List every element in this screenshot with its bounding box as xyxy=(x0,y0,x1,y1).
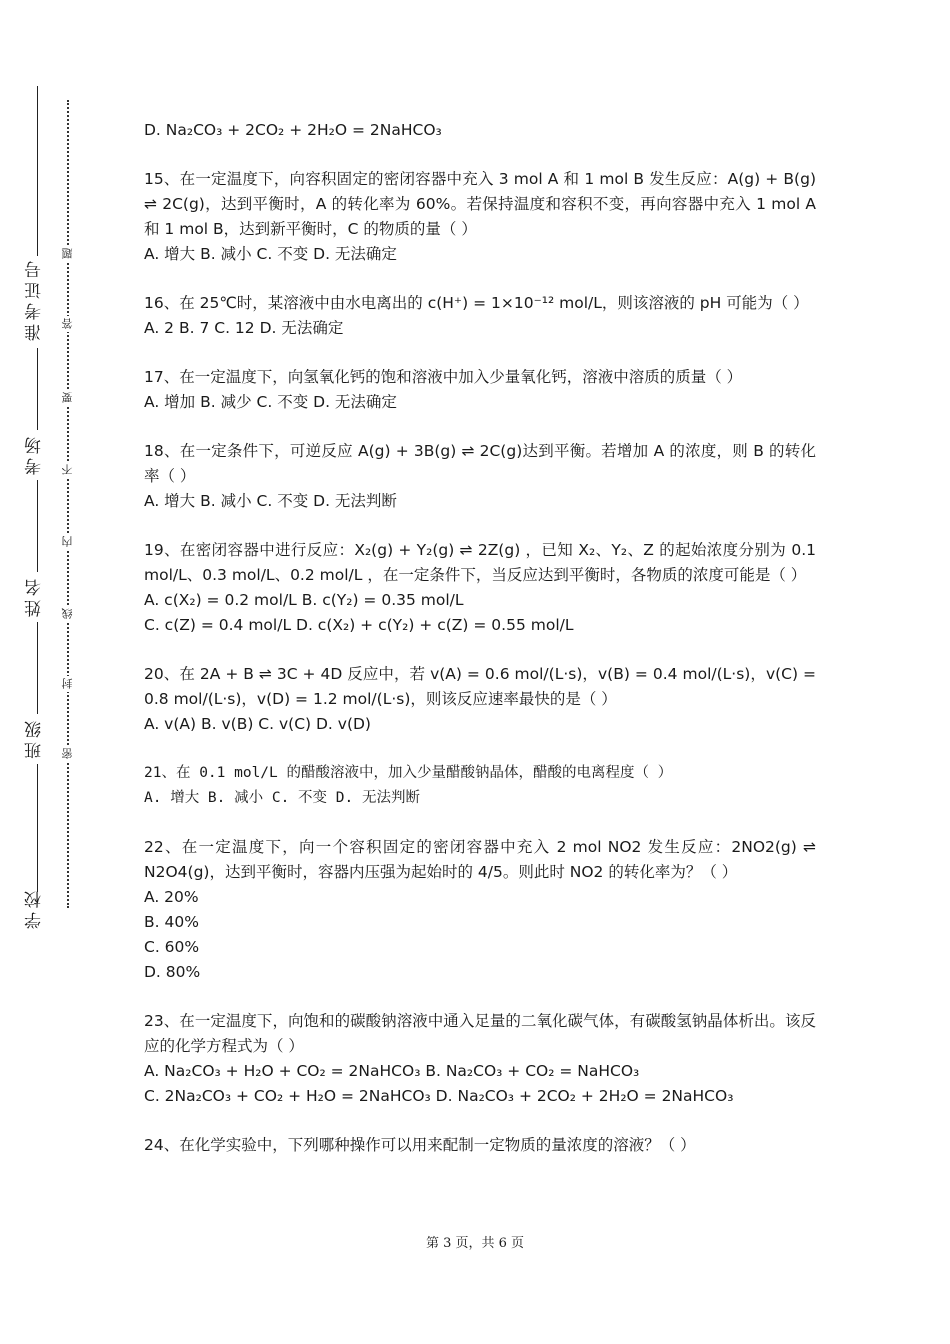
field-line xyxy=(37,86,38,256)
seal-char: 答 xyxy=(60,316,76,332)
question-q19 xyxy=(144,538,816,638)
seal-char: 要 xyxy=(60,390,76,406)
answer-options-line: A. 增加 B. 减少 C. 不变 D. 无法确定 xyxy=(144,393,397,411)
answer-options-line: A. 增大 B. 减小 C. 不变 D. 无法判断 xyxy=(144,790,420,806)
field-label-name: 姓名 xyxy=(25,575,45,617)
answer-options-line: D. Na₂CO₃ + 2CO₂ + 2H₂O = 2NaHCO₃ xyxy=(144,121,442,139)
answer-options-line: A. c(X₂) = 0.2 mol/L B. c(Y₂) = 0.35 mol/L xyxy=(144,591,464,609)
answer-options-line: C. 60% xyxy=(144,938,200,956)
question-stem: 18、在一定条件下，可逆反应 A(g) + 3B(g) ⇌ 2C(g)达到平衡。若增加 A 的浓度，则 B 的转化率（ ） xyxy=(144,442,816,485)
question-stem: 21、在 0.1 mol/L 的醋酸溶液中，加入少量醋酸钠晶体，醋酸的电离程度（ ） xyxy=(144,765,673,781)
question-stem: 17、在一定温度下，向氢氧化钙的饱和溶液中加入少量氧化钙，溶液中溶质的质量（ ） xyxy=(144,368,743,386)
page-footer: 第 3 页，共 6 页 xyxy=(425,1236,525,1251)
question-q16 xyxy=(144,291,816,341)
question-stem: 16、在 25℃时，某溶液中由水电离出的 c(H⁺) = 1×10⁻¹² mol/L，则该溶液的 pH 可能为（ ） xyxy=(144,294,809,312)
question-q17 xyxy=(144,365,816,415)
seal-char: 题 xyxy=(60,246,76,262)
answer-options-line: A. v(A) B. v(B) C. v(C) D. v(D) xyxy=(144,715,371,733)
answer-options-line: D. 80% xyxy=(144,963,201,981)
field-line xyxy=(37,764,38,892)
answer-options-line: C. 2Na₂CO₃ + CO₂ + H₂O = 2NaHCO₃ D. Na₂CO₃ + 2CO₂ + 2H₂O = 2NaHCO₃ xyxy=(144,1087,734,1105)
seal-char: 封 xyxy=(60,676,76,692)
question-q20 xyxy=(144,662,816,737)
field-line xyxy=(37,622,38,714)
field-label-exam-id: 准考证号 xyxy=(25,257,45,341)
field-label-class: 班级 xyxy=(25,717,45,759)
seal-char: 内 xyxy=(60,534,76,550)
question-q14-tail xyxy=(144,118,816,143)
question-q24 xyxy=(144,1133,816,1158)
field-line xyxy=(37,480,38,572)
answer-options-line: A. 20% xyxy=(144,888,199,906)
question-q18 xyxy=(144,439,816,514)
answer-options-line: A. Na₂CO₃ + H₂O + CO₂ = 2NaHCO₃ B. Na₂CO₃ + CO₂ = NaHCO₃ xyxy=(144,1062,640,1080)
question-q21 xyxy=(144,761,816,811)
question-stem: 19、在密闭容器中进行反应：X₂(g) + Y₂(g) ⇌ 2Z(g) ，已知 X₂、Y₂、Z 的起始浓度分别为 0.1 mol/L、0.3 mol/L、0.2 mol/L ，在一定条件下，当反应达到平衡时，各物质的浓度可能是（ ） xyxy=(144,541,816,584)
question-q15 xyxy=(144,167,816,267)
seal-char: 线 xyxy=(60,606,76,622)
field-label-exam-room: 考场 xyxy=(25,433,45,475)
seal-dotted-line xyxy=(67,100,69,908)
answer-options-line: A. 2 B. 7 C. 12 D. 无法确定 xyxy=(144,319,344,337)
answer-options-line: A. 增大 B. 减小 C. 不变 D. 无法判断 xyxy=(144,492,397,510)
answer-options-line: A. 增大 B. 减小 C. 不变 D. 无法确定 xyxy=(144,245,397,263)
field-line xyxy=(37,348,38,430)
answer-options-line: B. 40% xyxy=(144,913,199,931)
question-list xyxy=(144,118,816,1182)
seal-char: 不 xyxy=(60,462,76,478)
question-stem: 15、在一定温度下，向容积固定的密闭容器中充入 3 mol A 和 1 mol B 发生反应：A(g) + B(g) ⇌ 2C(g)，达到平衡时，A 的转化率为 60%。若保持温度和容积不变，再向容器中充入 1 mol A 和 1 mol B，达到新平衡时，C 的物质的量（ ） xyxy=(144,170,816,238)
question-stem: 22、在一定温度下，向一个容积固定的密闭容器中充入 2 mol NO2 发生反应：2NO2(g) ⇌ N2O4(g)，达到平衡时，容器内压强为起始时的 4/5。则此时 NO2 的转化率为？（ ） xyxy=(144,838,816,881)
field-label-school: 学校 xyxy=(25,887,45,929)
question-stem: 20、在 2A + B ⇌ 3C + 4D 反应中，若 v(A) = 0.6 mol/(L·s)，v(B) = 0.4 mol/(L·s)，v(C) = 0.8 mol/(L·s)，v(D) = 1.2 mol/(L·s)，则该反应速率最快的是（ ） xyxy=(144,665,816,708)
seal-char: 密 xyxy=(60,746,76,762)
binding-margin xyxy=(0,0,90,1344)
question-stem: 23、在一定温度下，向饱和的碳酸钠溶液中通入足量的二氧化碳气体，有碳酸氢钠晶体析出。该反应的化学方程式为（ ） xyxy=(144,1012,816,1055)
answer-options-line: C. c(Z) = 0.4 mol/L D. c(X₂) + c(Y₂) + c(Z) = 0.55 mol/L xyxy=(144,616,574,634)
question-q22 xyxy=(144,835,816,985)
question-q23 xyxy=(144,1009,816,1109)
question-stem: 24、在化学实验中，下列哪种操作可以用来配制一定物质的量浓度的溶液？（ ） xyxy=(144,1136,696,1154)
